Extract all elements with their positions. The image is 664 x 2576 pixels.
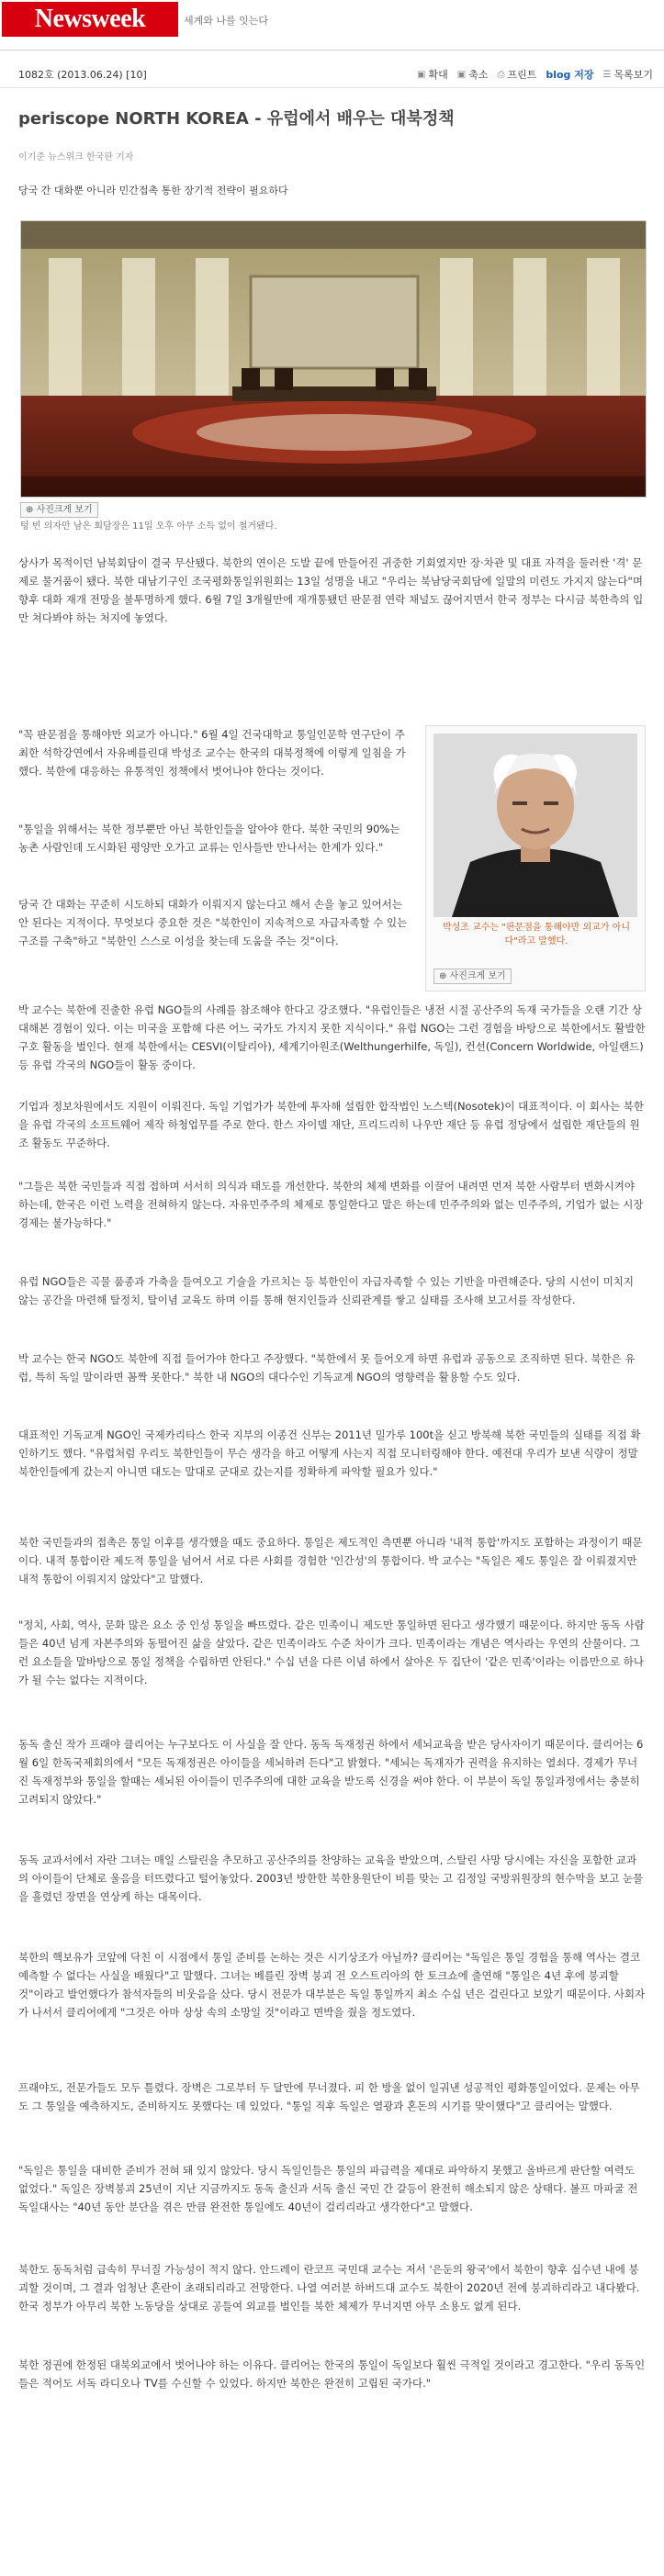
paragraph: 박 교수는 북한에 진출한 유럽 NGO들의 사례를 참조해야 한다고 강조했다. "유럽인들은 냉전 시절 공산주의 독재 국가들을 오랜 기간 상대해본 경험이 있다. 이는 미국을 포함해 다른 어느 국가도 가지지 못한 지식이다." 유럽 NGO는 그런 경험을 바탕으로 북한에서도 활발한 구호 활동을 벌인다. 현재 북한에서는 CESVI(이탈리아), 세계기아원조(Welthungerhilfe, 독일), 컨선(Concern Worldwide, 아일랜드) 등 유럽 각국의 NGO들이 활동 중이다. [18, 1003, 646, 1071]
enlarge-sidebar-photo-label: 사진크게 보기 [449, 971, 506, 981]
sidebar-photo-box [425, 725, 646, 991]
paragraph: 북한의 핵보유가 코앞에 닥친 이 시점에서 통일 준비를 논하는 것은 시기상조가 아닐까? 클리어는 "독일은 통일 경험을 통해 역사는 결코 예측할 수 없다는 사실을 배웠다"고 말했다. 그녀는 베를린 장벽 붕괴 전 오스트리아의 한 토크쇼에 출연해 "통일은 4년 후에 붕괴할 것"이라고 발언했다가 참석자들의 비웃음을 샀다. 당시 전문가 대부분은 독일 통일까지 최소 수십 년은 걸린다고 보았기 때문이다. 사회자가 나서서 클리어에게 "그것은 아마 상상 속의 소망일 것"이라고 면박을 줬을 정도였다. [18, 1951, 646, 2019]
paragraph: 기업과 정보차원에서도 지원이 이뤄진다. 독일 기업가가 북한에 투자해 설립한 합작법인 노스텍(Nosotek)이 대표적이다. 이 회사는 북한을 유럽 각국의 소프트웨어 제작 하청업무를 주로 한다. 한스 자이델 재단, 프리드리히 나우만 재단 등 유럽 정당에서 설립한 재단들의 원조 활동도 꾸준하다. [18, 1100, 644, 1149]
article-byline: 이기준 뉴스위크 한국판 기자 [18, 152, 134, 162]
issue-bar [0, 66, 664, 88]
photo-caption: 텅 빈 의자만 남은 회담장은 11일 오후 아무 소득 없이 철거됐다. [20, 521, 277, 532]
paragraph: "그들은 북한 국민들과 직접 접하며 서서히 의식과 태도를 개선한다. 북한의 체제 변화를 이끌어 내려면 먼저 북한 사람부터 변화시켜야 하는데, 한국은 이런 노력을 전혀하지 않는다. 자유민주주의 체제로 통일한다고 말은 하는데 민주주의와 없는 민주주의, 기업가 없는 시장경제는 불가능하다." [18, 1180, 644, 1229]
paragraph: "꼭 판문점을 통해야만 외교가 아니다." 6월 4일 건국대학교 통일인문학 연구단이 주최한 석학강연에서 자유베를린대 박성조 교수는 한국의 대북정책에 이렇게 일침을 가했다. 북한에 대응하는 유통적인 정책에서 벗어나야 한다는 것이다. [18, 728, 406, 778]
enlarge-sidebar-photo-button[interactable] [433, 969, 512, 984]
conference-room-photo[interactable] [20, 220, 647, 498]
logo-text: Newsweek [34, 5, 146, 33]
zoom-in-button[interactable] [417, 66, 448, 84]
paragraph: 동독 출신 작가 프래야 클리어는 누구보다도 이 사실을 잘 안다. 동독 독재정권 하에서 세뇌교육을 받은 당사자이기 때문이다. 클리어는 6월 6일 한독국제회의에서 "모든 독재정권은 아이들을 세뇌하려 든다"고 밝혔다. "세뇌는 독재자가 권력을 유지하는 열쇠다. 경제가 무너진 독재정부와 통일을 할때는 세뇌된 아이들이 민주주의에 대한 교육을 받도록 신경을 써야 한다. 이 부분이 독일 통일과정에서는 충분히 고려되지 않았다." [18, 1738, 644, 1806]
list-view-button[interactable] [603, 66, 653, 84]
paragraph: 프래야도, 전문가들도 모두 틀렸다. 장벽은 그로부터 두 달만에 무너졌다. 피 한 방울 없이 일궈낸 성공적인 평화통일이었다. 문제는 아무도 그 통일을 예측하지도, 준비하지도 못했다는 데 있었다. "통일 직후 독일은 열광과 혼돈의 시기를 맞이했다"고 클리어는 말했다. [18, 2081, 640, 2112]
portrait-illustration [433, 734, 637, 917]
paragraph: 박 교수는 한국 NGO도 북한에 직접 들어가야 한다고 주장했다. "북한에서 못 들어오게 하면 유럽과 공동으로 조직하면 된다. 북한은 유럽, 특히 독일 말이라면 꼼짝 못한다." 북한 내 NGO의 대다수인 기독교계 NGO의 영향력을 활용할 수도 있다. [18, 1352, 636, 1383]
conference-room-illustration [21, 221, 647, 498]
print-icon: ⎙ [497, 70, 505, 80]
paragraph: 동독 교과서에서 자란 그녀는 매일 스탈린을 추모하고 공산주의를 찬양하는 교육을 받았으며, 스탈린 사망 당시에는 자신을 포함한 교과의 아이들이 단체로 울음을 터뜨렸다고 털어놓았다. 2003년 방한한 북한용원단이 비를 맞는 고 김정일 국방위원장의 현수막을 보고 눈물을 흘렸던 장면을 연상케 하는 대목이다. [18, 1854, 644, 1903]
masthead-slogan: 세계와 나를 잇는다 [184, 15, 269, 27]
professor-portrait[interactable] [433, 734, 637, 917]
paragraph: 상사가 목적이던 남북회담이 결국 무산됐다. 북한의 연이은 도발 끝에 만들어진 귀중한 기회였지만 장·차관 및 대표 자격을 둘러싼 '격' 문제로 물거품이 됐다. 북한 대남기구인 조국평화통일위원회는 13일 성명을 내고 "우리는 북남당국회담에 일말의 미련도 가지지 않는다"며 향후 대화 재개 전망을 불투명하게 했다. 6월 7일 3개월만에 재개통됐던 판문점 연락 채널도 끊어지면서 한국 정부는 다시금 북한측의 입만 쳐다봐야 하는 처지에 놓였다. [18, 556, 644, 624]
paragraph: "정치, 사회, 역사, 문화 많은 요소 중 인성 통일을 빠뜨렸다. 같은 민족이니 제도만 통일하면 된다고 생각했기 때문이다. 하지만 동독 사람들은 40년 넘게 자본주의와 동떨어진 삶을 살았다. 같은 민족이라도 수준 차이가 크다. 민족이라는 개념은 역사라는 우연의 산물이다. 그런 요소들을 말바탕으로 통일 정책을 수립하면 안된다." 수십 년을 다른 이념 하에서 살아온 두 집단이 '같은 민족'이라는 이름만으로 하나가 될 수는 없다는 지적이다. [18, 1618, 645, 1686]
masthead [0, 0, 664, 51]
paragraph: 대표적인 기독교계 NGO인 국제카리타스 한국 지부의 이종건 신부는 2011년 밀가루 100t을 싣고 방북해 북한 국민들의 실태를 직접 확인하기도 했다. "유럽처럼 우리도 북한인들이 무슨 생각을 하고 어떻게 사는지 직접 모니터링해야 한다. 예전대 우리가 보낸 식량이 정말 북한인들에게 갔는지 아니면 대도는 말대로 군대로 갔는지를 정확하게 파악할 필요가 있다." [18, 1428, 641, 1478]
zoom-icon: ⊕ [26, 505, 34, 515]
paragraph: "통일을 위해서는 북한 정부뿐만 아닌 북한인들을 알아야 한다. 북한 국민의 90%는 농촌 사람인데 도시화된 평양만 오가고 교류는 인사들만 만나서는 한계가 있다." [18, 823, 400, 854]
list-icon: ☰ [602, 70, 612, 80]
article-title: periscope NORTH KOREA - 유럽에서 배우는 대북정책 [18, 109, 455, 129]
article-tools [417, 66, 653, 84]
article-deck: 당국 간 대화뿐 아니라 민간접촉 통한 장기적 전략이 필요하다 [18, 185, 288, 196]
zoom-in-label: 확대 [428, 69, 448, 81]
newsweek-logo[interactable] [2, 2, 178, 37]
print-button[interactable] [497, 66, 536, 84]
zoom-out-button[interactable] [457, 66, 489, 84]
issue-number: 1082호 (2013.06.24) [10] [18, 69, 147, 81]
list-view-label: 목록보기 [613, 69, 653, 81]
paragraph: 유럽 NGO들은 곡물 품종과 가축을 들여오고 기술을 가르치는 등 북한인이 자급자족할 수 있는 기반을 마련해준다. 당의 시선이 미치지 않는 공간을 마련해 탈정치, 탈이념 교육도 하며 이를 통해 현지인들과 신뢰관계를 쌓고 실태를 조사해 보고서를 작성한다. [18, 1275, 635, 1306]
blog-save-button[interactable] [546, 66, 593, 84]
zoom-out-icon: ▣ [456, 70, 467, 80]
zoom-icon: ⊕ [439, 971, 447, 981]
paragraph: 당국 간 대화는 꾸준히 시도하되 대화가 이뤄지지 않는다고 해서 손을 놓고 있어서는 안 된다는 지적이다. 무엇보다 중요한 것은 "북한인이 지속적으로 자급자족할 수 있는 구조를 구축"하고 "북한인 스스로 이성을 찾는데 도움을 주는 것"이다. [18, 898, 408, 947]
enlarge-photo-button[interactable] [20, 502, 98, 518]
paragraph: 북한도 동독처럼 급속히 무너질 가능성이 적지 않다. 안드레이 란코프 국민대 교수는 저서 '은둔의 왕국'에서 북한이 향후 십수년 내에 붕괴할 것이며, 그 결과 엄청난 혼란이 초래되리라고 전망한다. 나열 여러분 하버드대 교수도 북한이 2020년 전에 붕괴하리라고 내다봤다. 한국 정부가 아무리 북한 노동당을 상대로 공들여 외교를 벌인들 북한 체제가 무너지면 아무 소용도 없게 된다. [18, 2263, 640, 2313]
zoom-out-label: 축소 [468, 69, 489, 81]
sidebar-caption: 박성조 교수는 "판문점을 통해야만 외교가 아니다"라고 말했다. [442, 923, 631, 946]
paragraph: "독일은 통일을 대비한 준비가 전혀 돼 있지 않았다. 당시 독일인들은 통일의 파급력을 제대로 파악하지 못했고 올바르게 판단할 여력도 없었다." 독일은 장벽붕괴 25년이 지난 지금까지도 동독 출신과 서독 출신 국민 간 갈등이 완전히 해소되지 않은 상태다. 볼프 마파굴 전 독일대사는 "40년 동안 분단을 겪은 만큼 완전한 통일에도 40년이 걸리리라고 생각한다"고 말했다. [18, 2164, 638, 2213]
paragraph: 북한 국민들과의 접촉은 통일 이후를 생각했을 때도 중요하다. 통일은 제도적인 측면뿐 아니라 '내적 통합'까지도 포함하는 과정이기 때문이다. 내적 통합이란 제도적 통일을 넘어서 서로 다른 사회를 경험한 '인간성'의 통합이다. 박 교수는 "독일은 제도 통일은 잘 이뤄졌지만 내적 통합이 이뤄지지 않았다"고 말했다. [18, 1536, 643, 1585]
print-label: 프린트 [507, 69, 537, 81]
blog-save-label: blog 저장 [546, 69, 594, 81]
zoom-in-icon: ▣ [417, 70, 426, 80]
enlarge-photo-label: 사진크게 보기 [36, 505, 93, 515]
paragraph: 북한 정권에 한정된 대북외교에서 벗어나야 하는 이유다. 클리어는 한국의 통일이 독일보다 훨씬 극적일 것이라고 경고한다. "우리 동독인들은 적어도 서독 라디오나 TV를 수신할 수 있었다. 하지만 북한은 완전히 고립된 국가다." [18, 2358, 646, 2390]
